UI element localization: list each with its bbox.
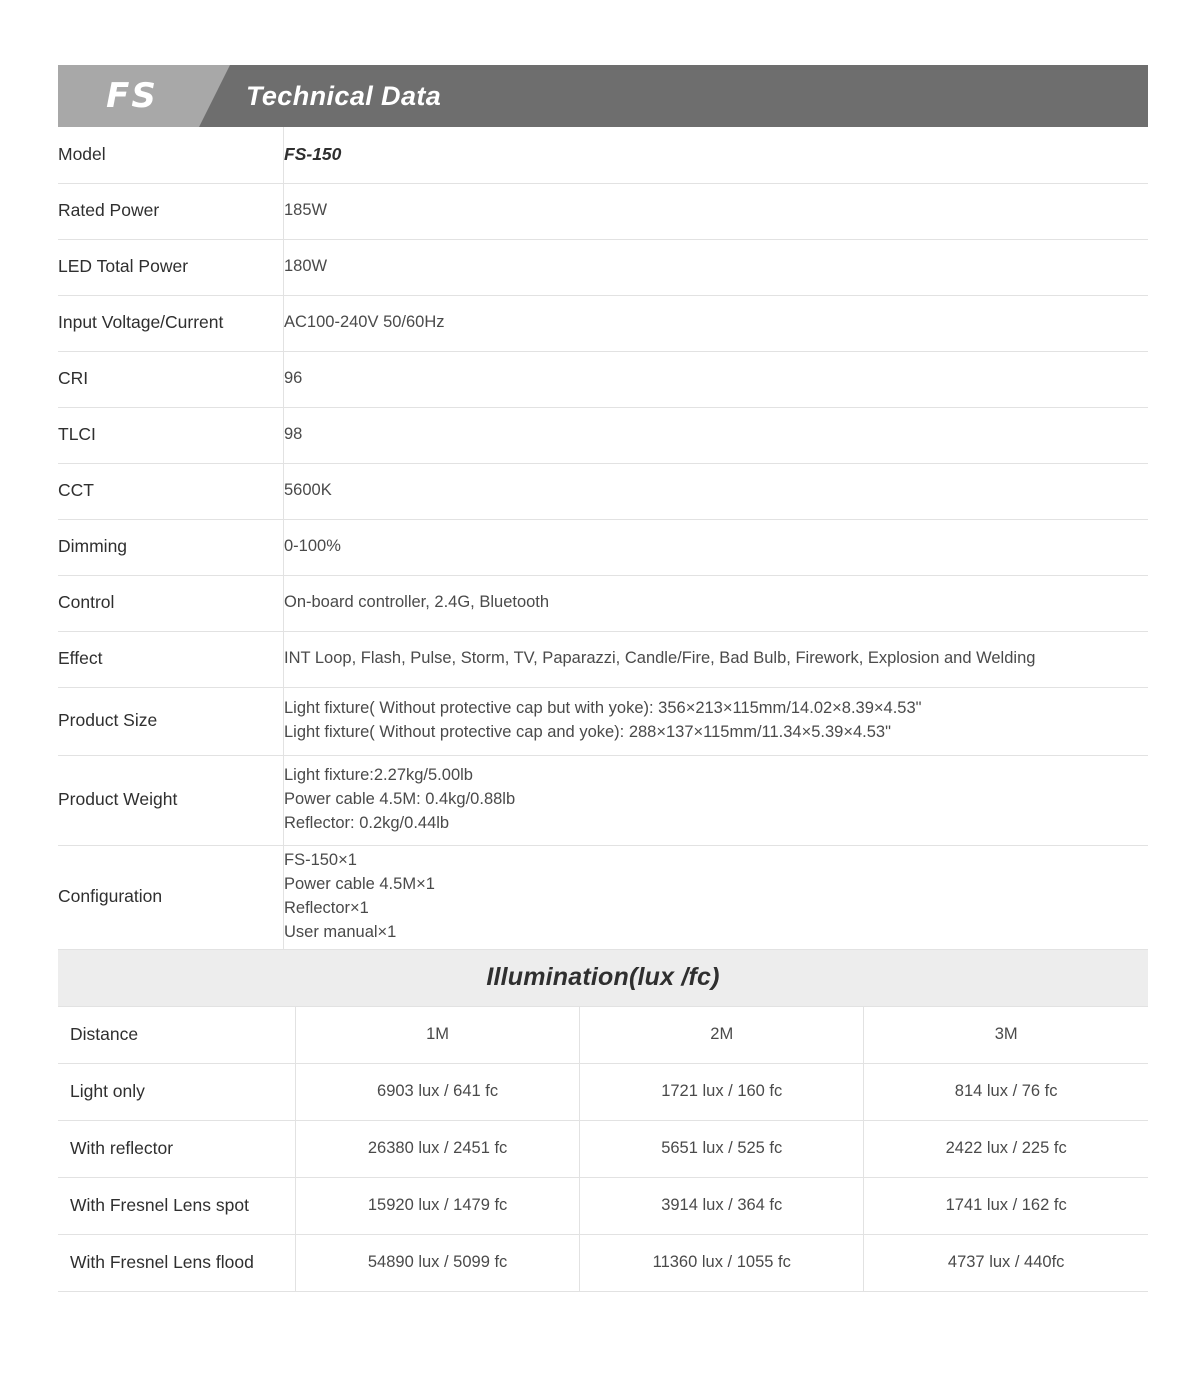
spec-value-line: User manual×1 [284, 922, 397, 941]
table-row [58, 1120, 1148, 1177]
page-title: Technical Data [246, 80, 442, 111]
spec-label: Product Size [58, 687, 284, 755]
table-row [58, 1234, 1148, 1291]
table-row [58, 351, 1148, 407]
illumination-row-label: Light only [58, 1063, 296, 1120]
spec-value-line: Power cable 4.5M: 0.4kg/0.88lb [284, 790, 516, 809]
spec-value: AC100-240V 50/60Hz [284, 295, 1149, 351]
illumination-value-cell: 15920 lux / 1479 fc [296, 1177, 580, 1234]
table-row [58, 1177, 1148, 1234]
illumination-value-cell: 5651 lux / 525 fc [580, 1120, 864, 1177]
spec-table [58, 127, 1148, 950]
fs-logo: FS [106, 76, 158, 116]
illumination-column-header: 3M [864, 1007, 1148, 1064]
illumination-value-cell: 26380 lux / 2451 fc [296, 1120, 580, 1177]
table-row [58, 755, 1148, 845]
illumination-value-cell: 3914 lux / 364 fc [580, 1177, 864, 1234]
spec-value: 185W [284, 183, 1149, 239]
spec-label: CRI [58, 351, 284, 407]
spec-value: 96 [284, 351, 1149, 407]
spec-value-line: Reflector: 0.2kg/0.44lb [284, 813, 450, 832]
spec-value: INT Loop, Flash, Pulse, Storm, TV, Paparazzi, Candle/Fire, Bad Bulb, Firework, Explosion and Welding [284, 631, 1149, 687]
illumination-header-row [58, 1007, 1148, 1064]
spec-value-line: Light fixture( Without protective cap and yoke): 288×137×115mm/11.34×5.39×4.53" [284, 723, 891, 741]
table-row [58, 407, 1148, 463]
table-row [58, 295, 1148, 351]
illumination-corner-label: Distance [58, 1007, 296, 1064]
illumination-section-header [58, 950, 1148, 1007]
spec-label: Dimming [58, 519, 284, 575]
table-row [58, 687, 1148, 755]
spec-value-line: Light fixture:2.27kg/5.00lb [284, 766, 473, 785]
spec-label: Control [58, 575, 284, 631]
table-row [58, 631, 1148, 687]
spec-value [284, 687, 1149, 755]
sheet-header [58, 65, 1148, 127]
table-row [58, 519, 1148, 575]
table-row [58, 183, 1148, 239]
spec-label: Model [58, 127, 284, 183]
table-row [58, 127, 1148, 183]
spec-label: Configuration [58, 845, 284, 949]
table-row [58, 463, 1148, 519]
illumination-value-cell: 54890 lux / 5099 fc [296, 1234, 580, 1291]
spec-value: 98 [284, 407, 1149, 463]
illumination-title: Illumination(lux /fc) [486, 963, 720, 991]
spec-label: Input Voltage/Current [58, 295, 284, 351]
illumination-table [58, 1007, 1148, 1292]
table-row [58, 845, 1148, 949]
illumination-row-label: With Fresnel Lens spot [58, 1177, 296, 1234]
illumination-table-body [58, 1007, 1148, 1292]
illumination-value-cell: 2422 lux / 225 fc [864, 1120, 1148, 1177]
spec-table-body [58, 127, 1148, 949]
illumination-value-cell: 6903 lux / 641 fc [296, 1063, 580, 1120]
spec-label: CCT [58, 463, 284, 519]
illumination-value-cell: 1741 lux / 162 fc [864, 1177, 1148, 1234]
spec-value-line: Power cable 4.5M×1 [284, 875, 435, 894]
spec-value [284, 755, 1149, 845]
spec-value: FS-150 [284, 127, 1149, 183]
spec-label: Product Weight [58, 755, 284, 845]
illumination-value-cell: 4737 lux / 440fc [864, 1234, 1148, 1291]
spec-label: Rated Power [58, 183, 284, 239]
spec-value-line: FS-150×1 [284, 851, 357, 870]
spec-value-line: Light fixture( Without protective cap but with yoke): 356×213×115mm/14.02×8.39×4.53" [284, 699, 922, 718]
spec-value: On-board controller, 2.4G, Bluetooth [284, 575, 1149, 631]
spec-value-line: Reflector×1 [284, 899, 369, 917]
spec-label: Effect [58, 631, 284, 687]
illumination-value-cell: 1721 lux / 160 fc [580, 1063, 864, 1120]
illumination-column-header: 2M [580, 1007, 864, 1064]
illumination-value-cell: 11360 lux / 1055 fc [580, 1234, 864, 1291]
table-row [58, 239, 1148, 295]
table-row [58, 575, 1148, 631]
spec-value: 5600K [284, 463, 1149, 519]
illumination-row-label: With Fresnel Lens flood [58, 1234, 296, 1291]
table-row [58, 1063, 1148, 1120]
spec-label: LED Total Power [58, 239, 284, 295]
illumination-column-header: 1M [296, 1007, 580, 1064]
illumination-value-cell: 814 lux / 76 fc [864, 1063, 1148, 1120]
technical-data-sheet [58, 0, 1148, 1292]
spec-value: 0-100% [284, 519, 1149, 575]
spec-value [284, 845, 1149, 949]
spec-label: TLCI [58, 407, 284, 463]
spec-value: 180W [284, 239, 1149, 295]
illumination-row-label: With reflector [58, 1120, 296, 1177]
